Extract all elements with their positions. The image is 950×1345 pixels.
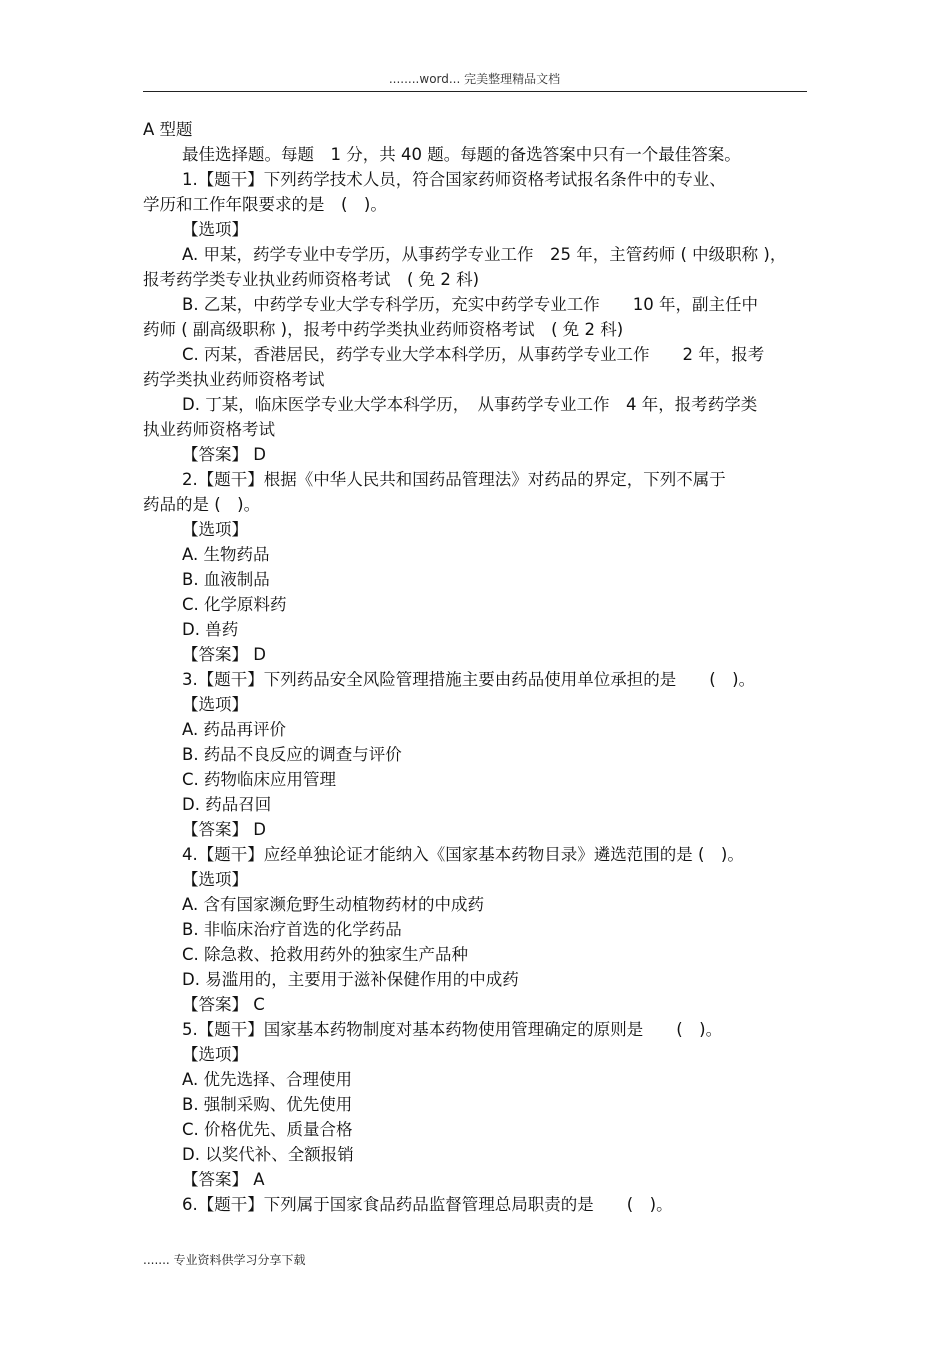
text-line: B. 非临床治疗首选的化学药品 [182, 920, 402, 939]
page-header: ........word... 完美整理精品文档 [388, 72, 561, 86]
text-line: 药学类执业药师资格考试 [143, 370, 325, 389]
text-line: A 型题 [143, 120, 193, 139]
text-line: C. 化学原料药 [182, 595, 287, 614]
text-line: A. 甲某，药学专业中专学历，从事药学专业工作 25 年，主管药师 ( 中级职称 )， [182, 245, 787, 264]
text-line: 最佳选择题。每题 1 分，共 40 题。每题的备选答案中只有一个最佳答案。 [182, 145, 741, 164]
text-line: B. 强制采购、优先使用 [182, 1095, 353, 1114]
text-line: 【答案】 C [182, 995, 265, 1014]
text-line: 报考药学类专业执业药师资格考试 ( 免 2 科) [143, 270, 480, 289]
text-line: 1.【题干】下列药学技术人员，符合国家药师资格考试报名条件中的专业、 [182, 170, 726, 189]
text-line: A. 生物药品 [182, 545, 270, 564]
text-line: 药品的是 ( )。 [143, 495, 261, 514]
document-body [143, 117, 807, 1217]
text-line: D. 以奖代补、全额报销 [182, 1145, 354, 1164]
text-line: 执业药师资格考试 [143, 420, 275, 439]
text-line: 6.【题干】下列属于国家食品药品监督管理总局职责的是 ( )。 [182, 1195, 673, 1214]
text-line: C. 药物临床应用管理 [182, 770, 337, 789]
text-line: 【答案】 A [182, 1170, 265, 1189]
text-line: A. 含有国家濒危野生动植物药材的中成药 [182, 895, 484, 914]
text-line: 【选项】 [182, 870, 248, 889]
header-divider [143, 91, 807, 92]
text-line: 【答案】 D [182, 820, 266, 839]
text-line: D. 兽药 [182, 620, 239, 639]
text-line: 2.【题干】根据《中华人民共和国药品管理法》对药品的界定，下列不属于 [182, 470, 726, 489]
text-line: C. 除急救、抢救用药外的独家生产品种 [182, 945, 469, 964]
text-line: 【选项】 [182, 520, 248, 539]
text-line: 3.【题干】下列药品安全风险管理措施主要由药品使用单位承担的是 ( )。 [182, 670, 756, 689]
text-line: D. 易滥用的，主要用于滋补保健作用的中成药 [182, 970, 519, 989]
text-line: B. 血液制品 [182, 570, 270, 589]
text-line: 【答案】 D [182, 445, 266, 464]
text-line: C. 价格优先、质量合格 [182, 1120, 353, 1139]
text-line: A. 优先选择、合理使用 [182, 1070, 352, 1089]
text-line: C. 丙某，香港居民，药学专业大学本科学历，从事药学专业工作 2 年，报考 [182, 345, 765, 364]
text-line: 5.【题干】国家基本药物制度对基本药物使用管理确定的原则是 ( )。 [182, 1020, 723, 1039]
text-line: 4.【题干】应经单独论证才能纳入《国家基本药物目录》遴选范围的是 ( )。 [182, 845, 744, 864]
text-line: 【选项】 [182, 695, 248, 714]
page-footer: ....... 专业资料供学习分享下载 [143, 1253, 306, 1267]
text-line: D. 丁某，临床医学专业大学本科学历， 从事药学专业工作 4 年，报考药学类 [182, 395, 758, 414]
text-line: 药师 ( 副高级职称 )，报考中药学类执业药师资格考试 ( 免 2 科) [143, 320, 624, 339]
text-line: D. 药品召回 [182, 795, 272, 814]
text-line: 学历和工作年限要求的是 ( )。 [143, 195, 387, 214]
text-line: 【选项】 [182, 220, 248, 239]
text-line: B. 乙某，中药学专业大学专科学历，充实中药学专业工作 10 年，副主任中 [182, 295, 759, 314]
text-line: 【答案】 D [182, 645, 266, 664]
text-line: 【选项】 [182, 1045, 248, 1064]
text-line: A. 药品再评价 [182, 720, 286, 739]
text-line: B. 药品不良反应的调查与评价 [182, 745, 402, 764]
